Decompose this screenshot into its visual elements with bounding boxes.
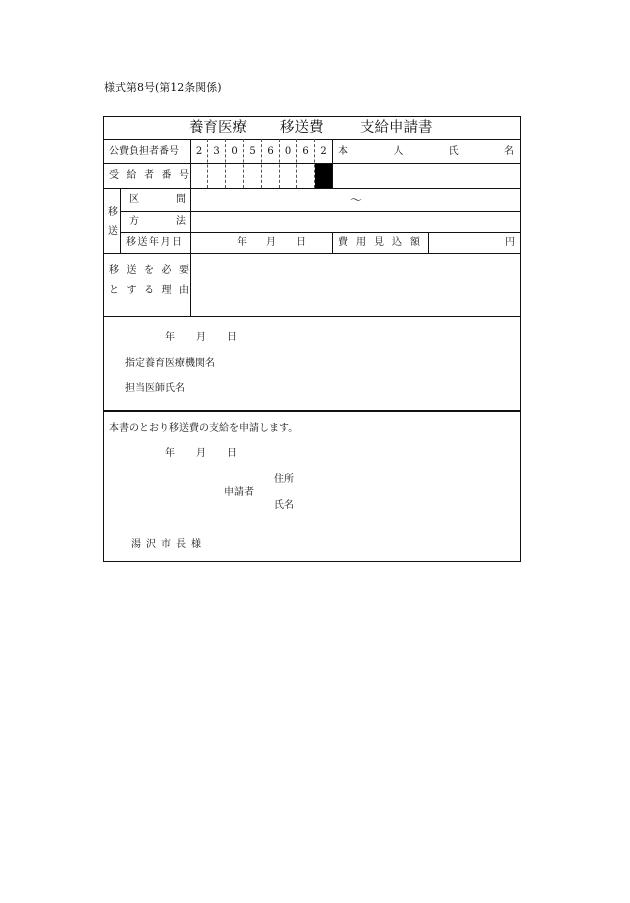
doctor-date-year: 年 [165, 332, 175, 343]
date-label: 移送年月日 [126, 237, 184, 248]
doctor-date-day: 日 [227, 332, 237, 343]
reason-label-2: とする理由 [109, 285, 197, 296]
applicant-label: 申請者 [224, 487, 254, 498]
public-burden-digit: 0 [284, 146, 292, 157]
filled-digit-cell [315, 164, 332, 188]
applicant-date-day: 日 [227, 448, 237, 459]
cost-label: 費用見込額 [338, 237, 428, 248]
date-day: 日 [296, 237, 306, 248]
person-name-label: 本 人 氏 名 [338, 146, 514, 157]
form-number: 様式第8号(第12条関係) [104, 81, 222, 94]
address-label: 住所 [274, 474, 294, 485]
public-burden-label: 公費負担者番号 [109, 146, 179, 157]
public-burden-digit: 3 [213, 146, 220, 157]
title-part-3: 支給申請書 [360, 120, 433, 136]
applicant-date-year: 年 [165, 448, 175, 459]
section-tilde: ～ [350, 193, 363, 207]
public-burden-digit: 2 [195, 146, 203, 157]
public-burden-digit: 2 [320, 146, 327, 157]
date-year: 年 [237, 237, 247, 248]
public-burden-digit: 6 [302, 146, 309, 157]
doctor-date-month: 月 [196, 332, 206, 343]
form-title [105, 119, 519, 137]
public-burden-digit: 5 [249, 146, 256, 157]
name-label: 氏名 [274, 500, 294, 511]
method-label: 方 法 [129, 216, 186, 227]
institution-label: 指定養育医療機関名 [125, 358, 215, 369]
doctor-label: 担当医師氏名 [125, 383, 185, 394]
public-burden-digit: 6 [267, 146, 274, 157]
mayor-label: 湯沢市長様 [131, 539, 206, 550]
title-part-2: 移送費 [280, 120, 324, 136]
yen-label: 円 [505, 237, 515, 248]
transport-label-1: 移 [108, 207, 118, 218]
transport-label-2: 送 [108, 226, 118, 237]
reason-label-1: 移送を必要 [109, 265, 197, 276]
public-burden-digit: 0 [231, 146, 238, 157]
recipient-label: 受給者番号 [109, 170, 197, 181]
section-label: 区 間 [129, 194, 186, 205]
date-month: 月 [266, 237, 276, 248]
applicant-date-month: 月 [196, 448, 206, 459]
title-part-1: 養育医療 [189, 120, 247, 136]
applicant-statement: 本書のとおり移送費の支給を申請します。 [109, 423, 299, 434]
